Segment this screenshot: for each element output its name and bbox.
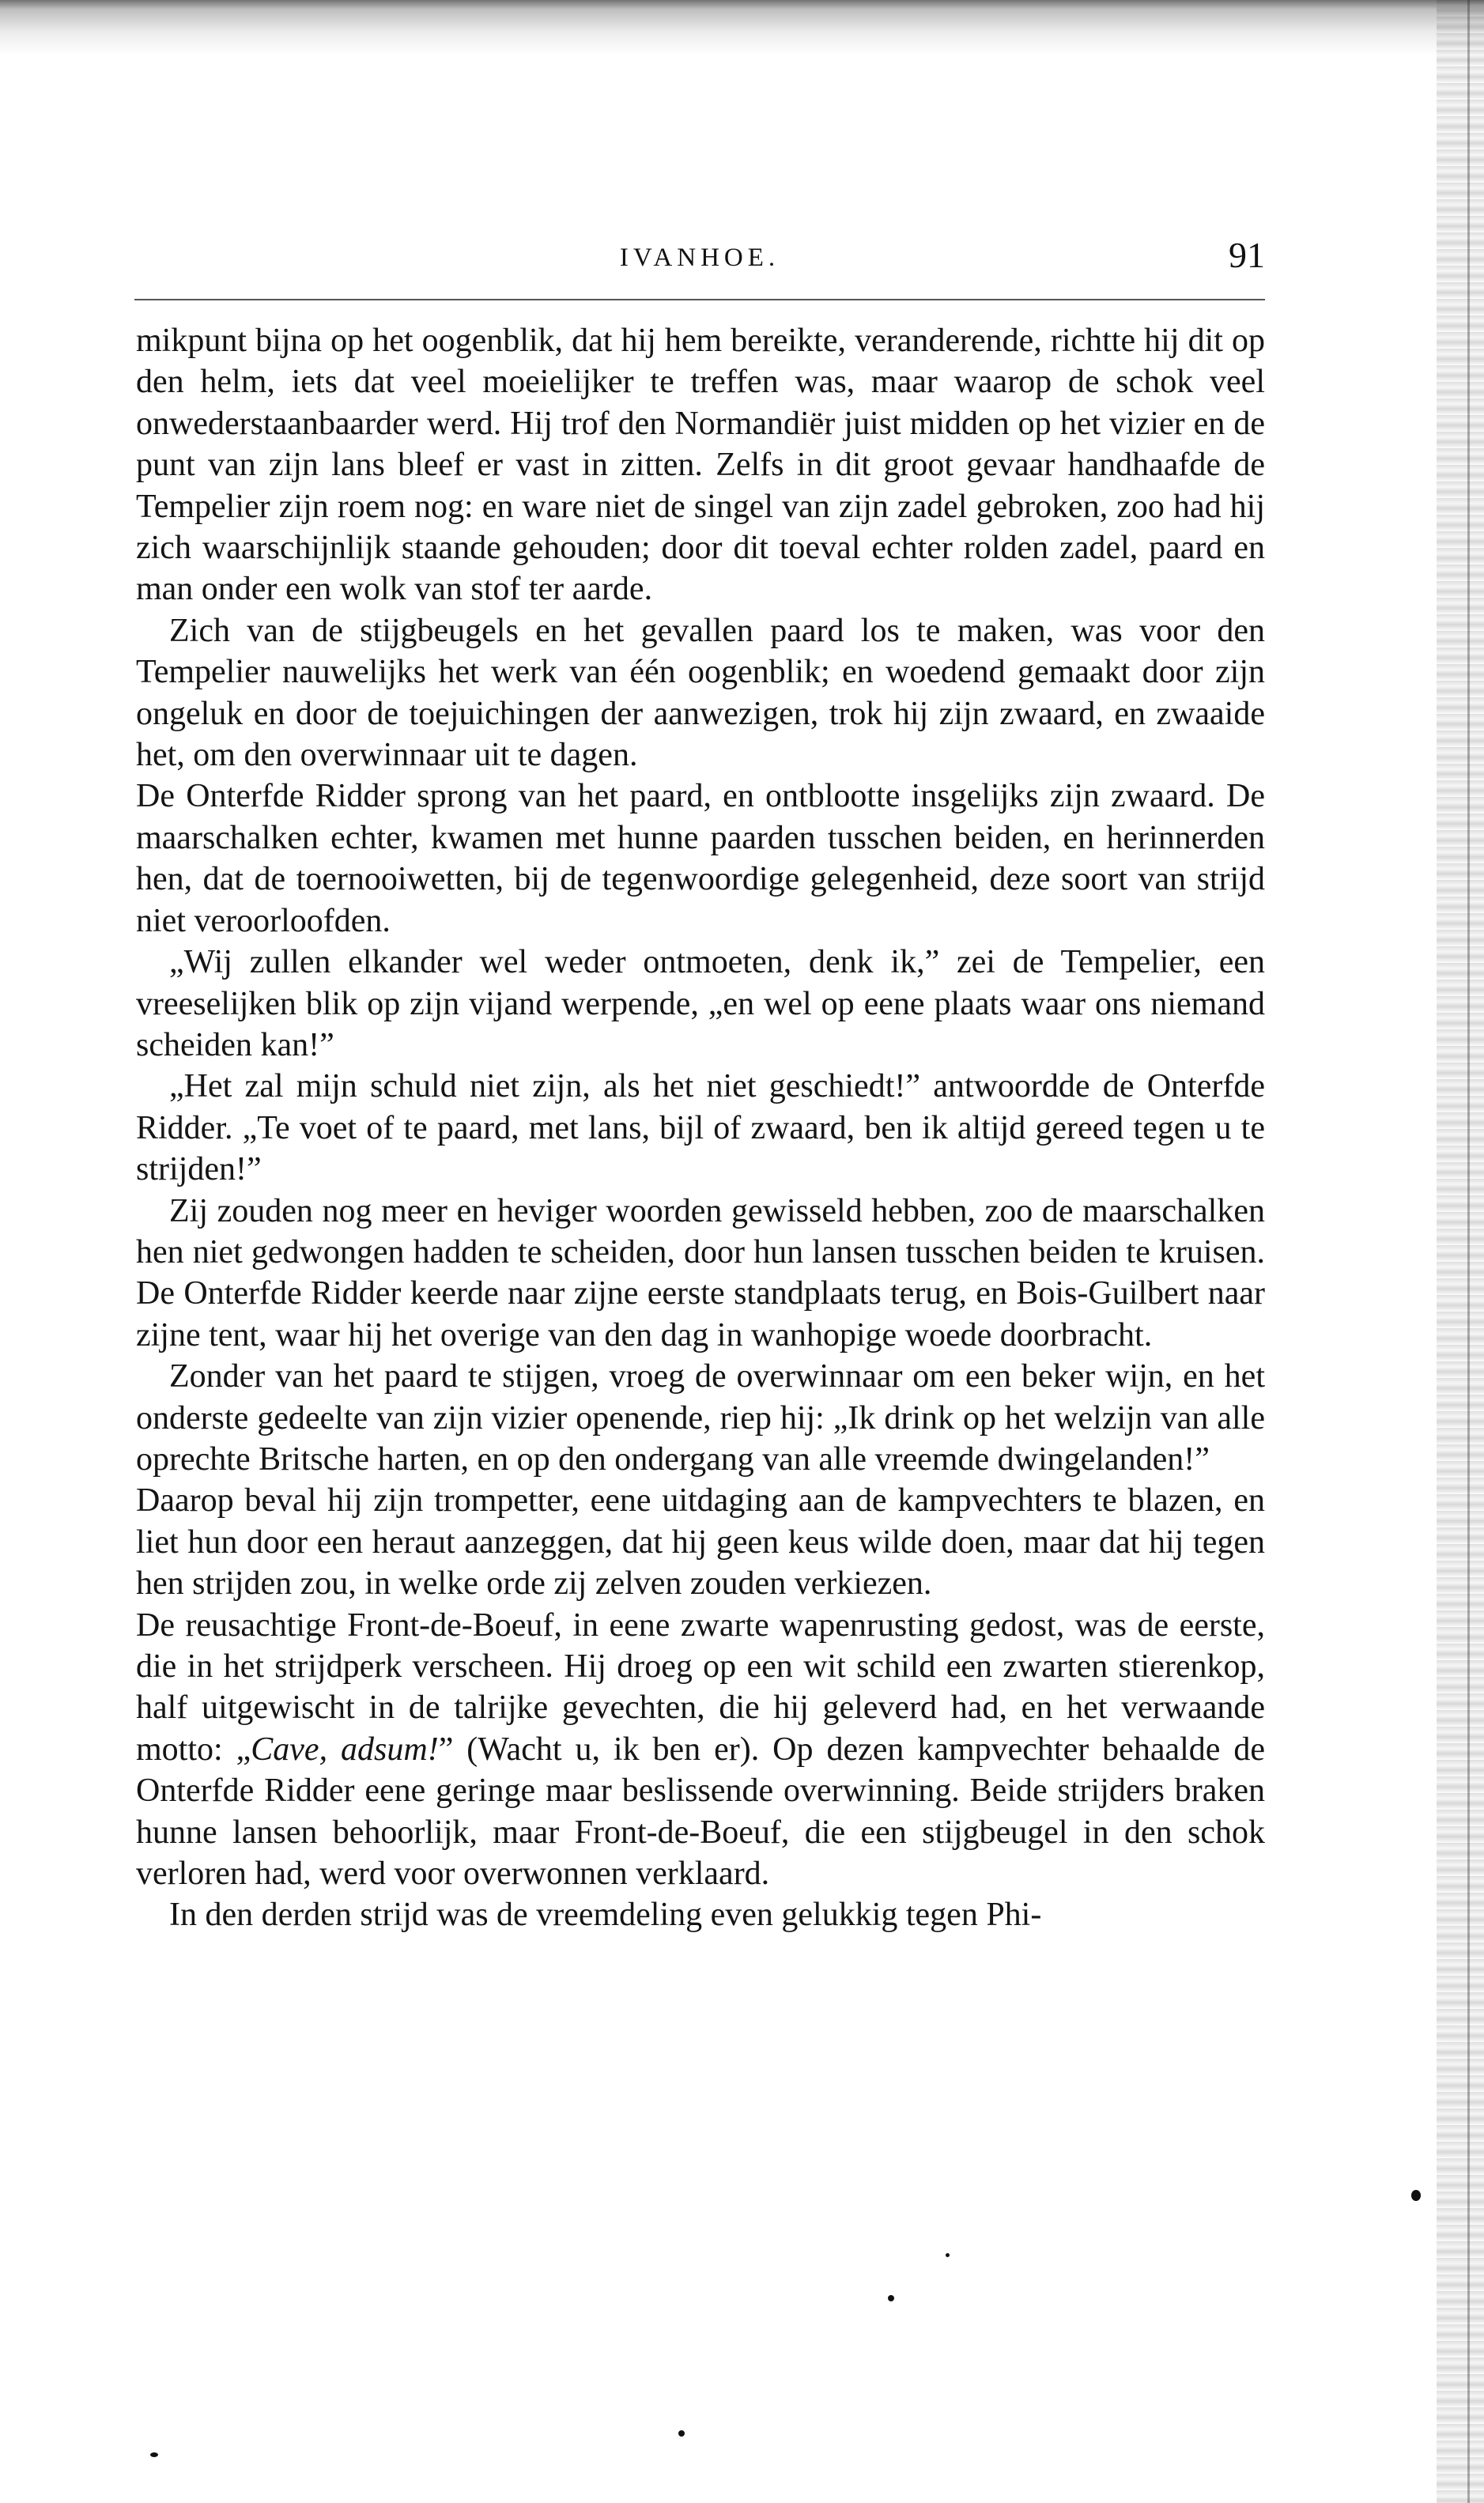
- body-text: [136, 320, 1265, 1936]
- paragraph-4: „Wij zullen elkander wel weder ontmoeten, denk ik,” zei de Tempelier, een vreeselijken blik op zijn vijand werpende, „en wel op eene plaats waar ons niemand scheiden kan!”: [136, 944, 1265, 1063]
- ink-speck: [150, 2452, 158, 2457]
- paragraph-9-before-motto: De reusachtige Front-de-Boeuf, in eene zwarte wapenrusting gedost, was de eerste, die in het strijdperk verscheen. Hij droeg op een wit schild een zwarten stierenkop, half uitgewischt in de talrijke gevechten, die hij geleverd had, en het verwaande motto: „: [136, 1606, 1265, 1768]
- scan-right-edge: [1437, 0, 1484, 2503]
- paragraph-1: mikpunt bijna op het oogenblik, dat hij hem bereikte, veranderende, richtte hij dit op den helm, iets dat veel moeielijker te treffen was, maar waarop de schok veel onwederstaanbaarder werd. Hij trof den Normandiër juist midden op het vizier en de punt van zijn lans bleef er vast in zitten. Zelfs in dit groot gevaar handhaafde de Tempelier zijn roem nog: en ware niet de singel van zijn zadel gebroken, zoo had hij zich waarschijnlijk staande gehouden; door dit toeval echter rolden zadel, paard en man onder een wolk van stof ter aarde.: [136, 323, 1265, 608]
- header-rule: [134, 299, 1265, 300]
- running-title: IVANHOE.: [619, 244, 780, 272]
- page-number: 91: [1229, 235, 1265, 275]
- scan-top-edge: [0, 0, 1484, 55]
- paragraph-9: [136, 1605, 1265, 1895]
- paragraph-5: „Het zal mijn schuld niet zijn, als het niet geschiedt!” antwoordde de Onterfde Ridder. „Te voet of te paard, met lans, bijl of zwaard, ben ik altijd gereed tegen u te strijden!”: [136, 1068, 1265, 1188]
- motto: Cave, adsum!: [251, 1731, 439, 1768]
- paragraph-7: Zonder van het paard te stijgen, vroeg de overwinnaar om een beker wijn, en het onderste gedeelte van zijn vizier openende, riep hij: „Ik drink op het welzijn van alle oprechte Britsche harten, en op den ondergang van alle vreemde dwingelanden!”: [136, 1358, 1265, 1478]
- ink-speck: [1411, 2190, 1421, 2201]
- paragraph-3: De Onterfde Ridder sprong van het paard, en ontblootte insgelijks zijn zwaard. De maarschalken echter, kwamen met hunne paarden tusschen beiden, en herinnerden hen, dat de toernooiwetten, bij de tegenwoordige gelegenheid, deze soort van strijd niet veroorloofden.: [136, 778, 1265, 939]
- paragraph-9-after-motto: ” (Wacht u, ik ben er). Op dezen kampvechter behaalde de Onterfde Ridder eene geringe maar beslissende overwinning. Beide strijders braken hunne lansen behoorlijk, maar Front-de-Boeuf, die een stijgbeugel in den schok verloren had, werd voor overwonnen verklaard.: [136, 1731, 1266, 1893]
- ink-speck: [678, 2430, 685, 2437]
- paragraph-2: Zich van de stijgbeugels en het gevallen paard los te maken, was voor den Tempelier nauwelijks het werk van één oogenblik; en woedend gemaakt door zijn ongeluk en door de toejuichingen der aanwezigen, trok hij zijn zwaard, en zwaaide het, om den overwinnaar uit te dagen.: [136, 612, 1265, 774]
- paragraph-8: Daarop beval hij zijn trompetter, eene uitdaging aan de kampvechters te blazen, en liet hun door een heraut aanzeggen, dat hij geen keus wilde doen, maar dat hij tegen hen strijden zou, in welke orde zij zelven zouden verkiezen.: [136, 1482, 1265, 1603]
- ink-speck: [888, 2295, 894, 2301]
- ink-speck: [946, 2253, 950, 2257]
- paragraph-6: Zij zouden nog meer en heviger woorden gewisseld hebben, zoo de maarschalken hen niet gedwongen hadden te scheiden, door hun lansen tusschen beiden te kruisen. De Onterfde Ridder keerde naar zijne eerste standplaats terug, en Bois-Guilbert naar zijne tent, waar hij het overige van den dag in wanhopige woede doorbracht.: [136, 1192, 1265, 1353]
- scan-right-strip: [1467, 0, 1470, 2503]
- paragraph-10: In den derden strijd was de vreemdeling even gelukkig tegen Phi-: [169, 1897, 1042, 1934]
- running-header: [134, 234, 1265, 289]
